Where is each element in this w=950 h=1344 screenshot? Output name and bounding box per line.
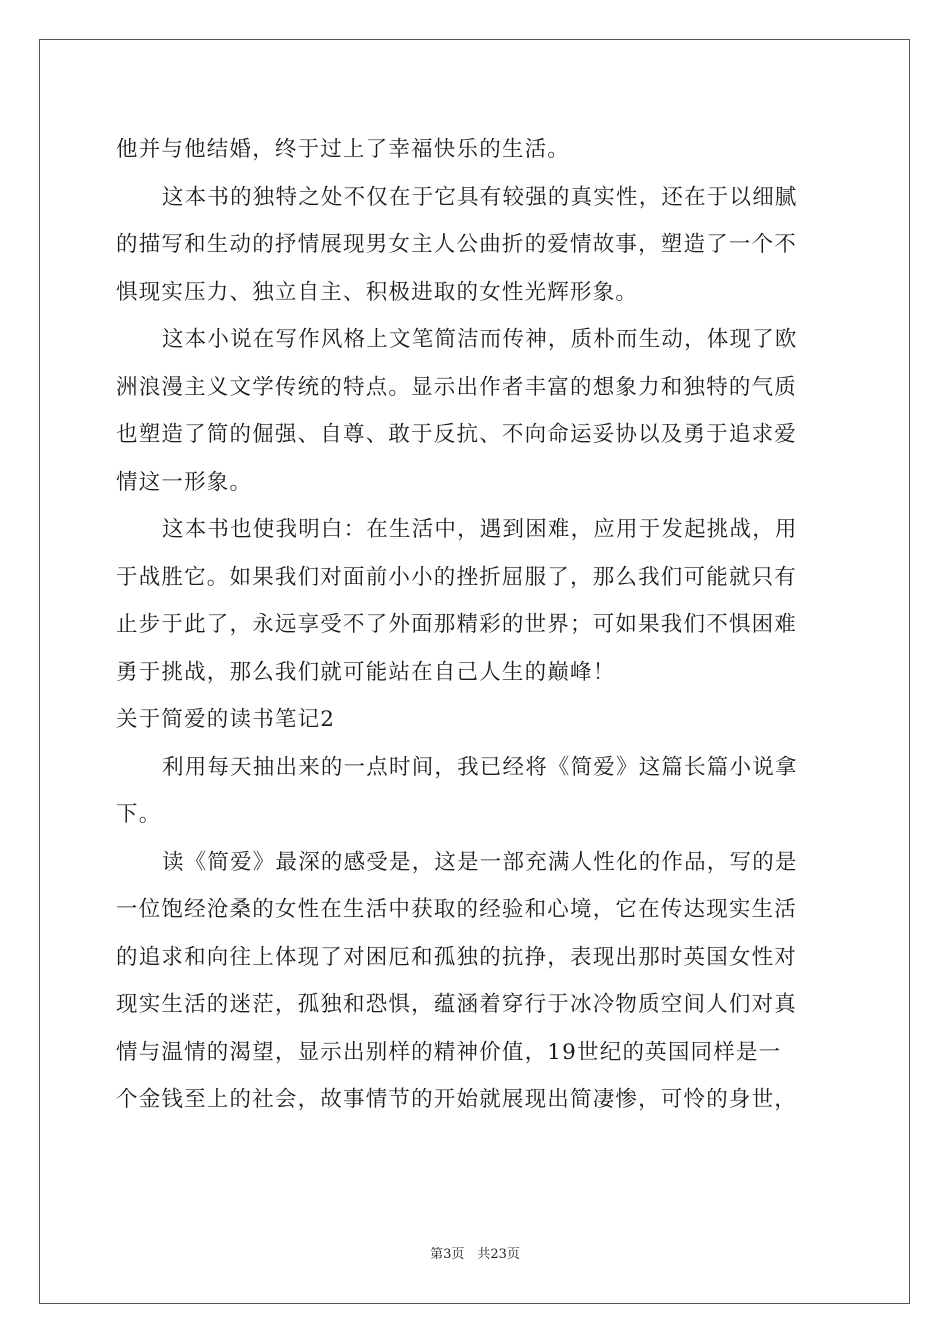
text-line: 现实生活的迷茫，孤独和恐惧，蕴涵着穿行于冰冷物质空间人们对真	[116, 992, 798, 1017]
text-line: 下。	[116, 802, 162, 827]
text-line: 个金钱至上的社会，故事情节的开始就展现出简凄惨，可怜的身世，	[116, 1087, 798, 1112]
text-line: 情这一形象。	[116, 469, 253, 495]
text-line: 止步于此了，永远享受不了外面那精彩的世界；可如果我们不惧困难	[116, 612, 798, 637]
text-line: 洲浪漫主义文学传统的特点。显示出作者丰富的想象力和独特的气质	[116, 374, 798, 400]
paragraph-start-line: 利用每天抽出来的一点时间，我已经将《简爱》这篇长篇小说拿	[162, 754, 798, 780]
paragraph-start-line: 这本书也使我明白：在生活中，遇到困难，应用于发起挑战，用	[162, 517, 798, 542]
section-heading: 关于简爱的读书笔记2	[116, 707, 336, 732]
document-body	[116, 126, 836, 1124]
text-line: 的追求和向往上体现了对困厄和孤独的抗挣，表现出那时英国女性对	[116, 944, 798, 970]
paragraph-start-line: 这本小说在写作风格上文笔简洁而传神，质朴而生动，体现了欧	[162, 327, 798, 352]
paragraph-start-line: 读《简爱》最深的感受是，这是一部充满人性化的作品，写的是	[162, 849, 798, 875]
text-line: 一位饱经沧桑的女性在生活中获取的经验和心境，它在传达现实生活	[116, 897, 798, 922]
text-line: 勇于挑战，那么我们就可能站在自己人生的巅峰！	[116, 659, 616, 685]
text-line: 也塑造了简的倔强、自尊、敢于反抗、不向命运妥协以及勇于追求爱	[116, 422, 798, 447]
text-line: 惧现实压力、独立自主、积极进取的女性光辉形象。	[116, 279, 639, 305]
text-line: 情与温情的渴望，显示出别样的精神价值，19世纪的英国同样是一	[116, 1039, 782, 1065]
text-line: 他并与他结婚，终于过上了幸福快乐的生活。	[116, 137, 571, 162]
page-number-footer: 第3页 共23页	[430, 1247, 520, 1262]
text-line: 于战胜它。如果我们对面前小小的挫折屈服了，那么我们可能就只有	[116, 564, 798, 590]
text-line: 的描写和生动的抒情展现男女主人公曲折的爱情故事，塑造了一个不	[116, 232, 798, 257]
paragraph-start-line: 这本书的独特之处不仅在于它具有较强的真实性，还在于以细腻	[162, 184, 798, 210]
